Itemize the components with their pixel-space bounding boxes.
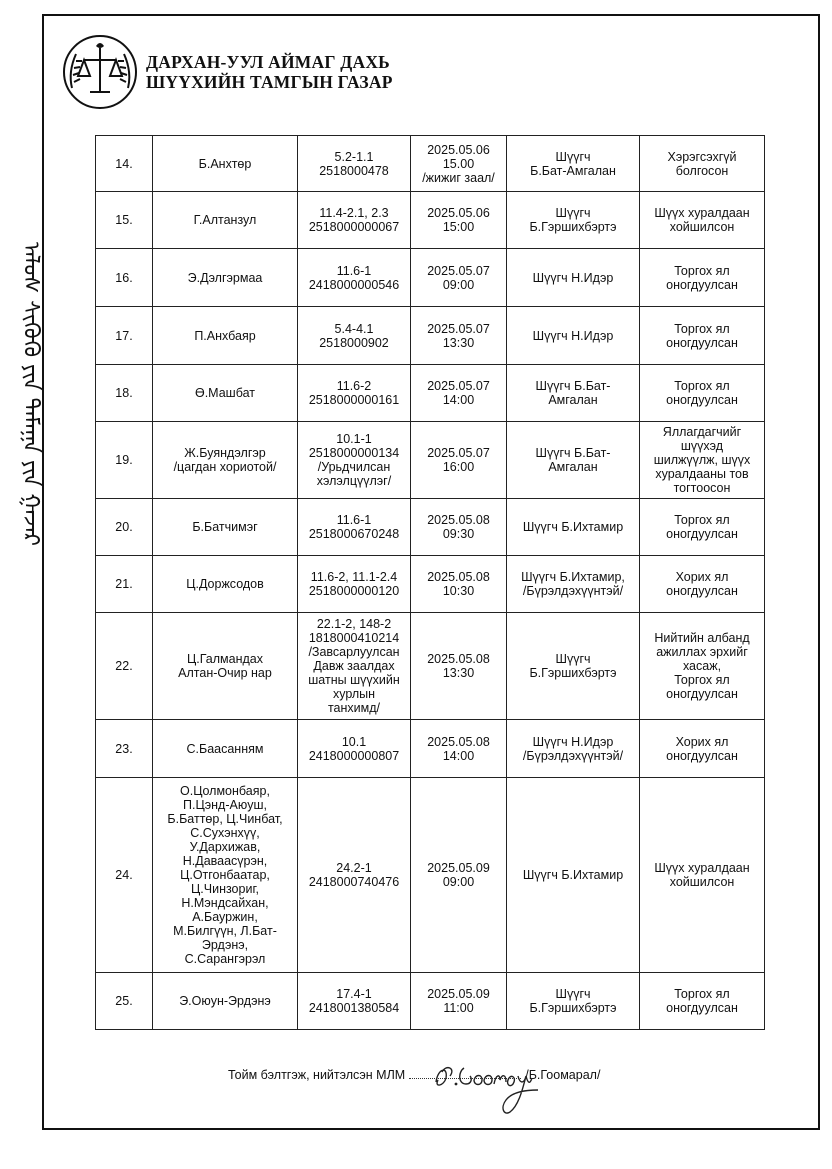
judge-name-cell [507,499,640,556]
case-number-line: 2518000478 [319,163,389,178]
defendant-name-cell [153,720,298,778]
judge-name-cell [507,136,640,192]
hearing-datetime-cell [411,613,507,720]
judge-name-line: Амгалан [548,393,598,407]
hearing-datetime-line: 14:00 [442,748,475,763]
row-number-cell [96,365,153,422]
defendant-name-line: Алтан-Очир нар [178,666,272,680]
hearing-result-cell [640,613,765,720]
case-number-line: хэлэлцүүлэг/ [316,474,392,488]
row-number-cell [96,307,153,365]
hearing-datetime-line: 15:00 [442,220,475,234]
hearing-datetime-line: 2025.05.08 [427,570,490,584]
judge-name-cell [507,973,640,1030]
hearing-result-line: шилжүүлж, шүүх [653,453,751,467]
hearing-result-line: оногдуулсан [666,527,738,541]
hearing-result-line: хуралдааны тов [655,467,749,481]
table-row [96,307,765,365]
hearing-datetime-cell [411,422,507,499]
defendant-name-line: Г.Алтанзул [193,213,257,227]
hearing-datetime-line: 09:00 [442,277,475,292]
defendant-name-line: /цагдан хориотой/ [173,460,277,474]
defendant-name-line: П.Анхбаяр [194,328,256,343]
defendant-name-line: У.Дархижав, [189,840,261,854]
hearing-result-line: Торгох ял [674,673,730,687]
case-number-line: /Урьдчилсан [317,460,391,474]
table-row [96,422,765,499]
hearing-datetime-line: 2025.05.07 [427,321,490,336]
judge-name-line: Шүүгч Б.Ихтамир [522,520,624,534]
hearing-datetime-cell [411,249,507,307]
hearing-datetime-line: 2025.05.06 [427,206,490,220]
defendant-name-line: О.Цолмонбаяр, [180,784,270,798]
judge-name-cell [507,192,640,249]
table-row [96,136,765,192]
case-number-cell [298,499,411,556]
row-number-line: 15. [115,213,133,227]
case-number-cell [298,720,411,778]
judge-name-cell [507,249,640,307]
hearing-datetime-line: 2025.05.07 [427,446,490,460]
defendant-name-line: Н.Даваасүрэн, [182,854,268,868]
judge-name-line: /Бүрэлдэхүүнтэй/ [522,584,624,598]
table-row [96,778,765,973]
row-number-cell [96,778,153,973]
row-number-cell [96,136,153,192]
hearing-datetime-line: 2025.05.09 [427,861,490,875]
case-number-cell [298,249,411,307]
case-number-line: 11.4-2.1, 2.3 [319,206,389,220]
case-number-cell [298,613,411,720]
hearing-datetime-line: 16:00 [442,460,475,474]
case-number-line: 24.2-1 [336,861,372,875]
defendant-name-cell [153,973,298,1030]
table-row [96,249,765,307]
case-number-line: 5.2-1.1 [334,149,374,164]
case-number-line: 2518000000120 [308,584,400,598]
defendant-name-line: Б.Баттөр, Ц.Чинбат, [167,812,283,826]
judge-name-line: Шүүгч Н.Идэр [532,734,614,749]
hearing-result-line: Торгох ял [674,379,730,393]
judge-name-line: Шүүгч [555,987,591,1001]
hearing-datetime-cell [411,136,507,192]
hearing-datetime-line: 13:30 [442,335,475,350]
defendant-name-cell [153,192,298,249]
defendant-name-line: Ц.Галмандах [187,652,263,666]
hearing-result-line: Торгох ял [674,513,730,527]
hearing-datetime-cell [411,720,507,778]
table-row [96,365,765,422]
case-number-line: 5.4-4.1 [334,321,374,336]
case-number-line: 2418000740476 [308,875,400,889]
hearing-datetime-cell [411,973,507,1030]
hearing-datetime-line: 2025.05.08 [427,513,490,527]
defendant-name-line: С.Сарангэрэл [184,952,266,966]
judge-name-line: Шүүгч [555,206,591,220]
case-number-cell [298,556,411,613]
case-number-line: 22.1-2, 148-2 [316,617,392,631]
table-row [96,192,765,249]
hearing-datetime-line: 09:30 [442,527,475,541]
handwritten-signature [426,1050,546,1116]
judge-name-cell [507,613,640,720]
judge-name-cell [507,307,640,365]
hearing-result-line: болгосон [675,163,729,178]
defendant-name-cell [153,365,298,422]
hearing-datetime-line: 2025.05.08 [427,652,490,666]
defendant-name-line: Э.Оюун-Эрдэнэ [179,994,271,1008]
judge-name-cell [507,556,640,613]
hearing-result-line: Хэрэгсэхгүй [667,149,737,164]
case-number-line: 11.6-1 [336,513,372,527]
case-number-line: 2518000000134 [308,446,400,460]
hearing-datetime-cell [411,556,507,613]
hearing-result-cell [640,720,765,778]
hearing-result-line: оногдуулсан [666,277,738,292]
case-number-line: 11.6-1 [336,263,372,278]
hearing-schedule-table [95,135,765,1030]
hearing-datetime-cell [411,365,507,422]
case-number-line: 2518000000067 [308,220,400,234]
case-number-line: 2418000000807 [308,748,400,763]
hearing-result-cell [640,973,765,1030]
table-row [96,613,765,720]
court-emblem-icon [62,34,138,110]
table-row [96,556,765,613]
judge-name-cell [507,778,640,973]
defendant-name-cell [153,556,298,613]
defendant-name-line: Н.Мэндсайхан, [181,896,269,910]
side-vertical-script [16,238,46,888]
defendant-name-line: Э.Дэлгэрмаа [187,270,263,285]
hearing-result-line: Хорих ял [675,570,729,584]
row-number-cell [96,720,153,778]
hearing-result-line: Торгох ял [674,321,730,336]
hearing-datetime-line: 2025.05.07 [427,379,490,393]
case-number-line: 2518000670248 [308,527,400,541]
defendant-name-line: М.Билгүүн, Л.Бат- [173,924,277,938]
hearing-datetime-cell [411,192,507,249]
defendant-name-line: Б.Батчимэг [192,520,258,534]
org-line-2: ШҮҮХИЙН ТАМГЫН ГАЗАР [146,72,393,92]
row-number-line: 25. [115,994,133,1008]
judge-name-line: Шүүгч Н.Идэр [532,270,614,285]
case-number-cell [298,192,411,249]
case-number-line: 2418001380584 [308,1001,400,1015]
judge-name-line: Шүүгч Б.Бат- [535,446,611,460]
hearing-result-cell [640,556,765,613]
hearing-result-line: Шүүх хуралдаан [654,206,750,220]
hearing-result-line: Яллагдагчийг [662,425,742,439]
hearing-result-line: Торгох ял [674,263,730,278]
case-number-cell [298,973,411,1030]
defendant-name-cell [153,422,298,499]
row-number-cell [96,613,153,720]
hearing-result-line: хасаж, [682,659,722,673]
case-number-line: 2518000000161 [308,393,400,407]
hearing-result-line: оногдуулсан [666,1001,738,1015]
defendant-name-cell [153,499,298,556]
hearing-result-line: хойшилсон [669,220,735,234]
row-number-line: 22. [115,659,133,673]
hearing-result-cell [640,778,765,973]
row-number-line: 17. [115,328,133,343]
hearing-result-line: Шүүх хуралдаан [654,861,750,875]
hearing-result-line: Нийтийн албанд [654,631,750,645]
hearing-datetime-line: 2025.05.08 [427,734,490,749]
defendant-name-line: Ц.Доржсодов [186,577,264,591]
case-number-line: 10.1 [341,734,367,749]
hearing-result-line: оногдуулсан [666,748,738,763]
case-number-cell [298,778,411,973]
hearing-result-line: оногдуулсан [666,393,738,407]
judge-name-cell [507,720,640,778]
case-number-cell [298,307,411,365]
row-number-cell [96,192,153,249]
case-number-line: хурлын [332,687,376,701]
hearing-result-line: хойшилсон [669,875,735,889]
defendant-name-line: Ө.Машбат [194,386,255,400]
defendant-name-line: С.Сухэнхүү, [190,826,260,840]
case-number-line: 2418000000546 [308,277,400,292]
defendant-name-line: Ц.Чинзориг, [191,882,259,896]
footer-prefix: Тойм бэлтгэж, нийтэлсэн МЛМ [228,1068,406,1082]
hearing-datetime-line: /жижиг заал/ [422,170,495,185]
footer-suffix: /Б.Гоомарал/ [525,1068,601,1082]
judge-name-line: Шүүгч Б.Ихтамир [522,868,624,882]
judge-name-cell [507,422,640,499]
row-number-line: 14. [115,156,133,171]
case-number-cell [298,136,411,192]
case-number-line: 11.6-2, 11.1-2.4 [310,570,398,584]
hearing-datetime-line: 2025.05.09 [427,987,490,1001]
row-number-line: 20. [115,520,133,534]
hearing-datetime-line: 2025.05.07 [427,263,490,278]
case-number-line: /Завсарлуулсан [308,645,400,659]
defendant-name-cell [153,307,298,365]
judge-name-line: /Бүрэлдэхүүнтэй/ [522,748,624,763]
judge-name-line: Б.Гэршихбэртэ [529,666,617,680]
row-number-cell [96,973,153,1030]
hearing-result-cell [640,307,765,365]
row-number-cell [96,422,153,499]
hearing-result-line: шүүхэд [680,439,724,453]
hearing-result-cell [640,249,765,307]
defendant-name-line: П.Цэнд-Аюуш, [183,798,267,812]
row-number-line: 19. [115,453,133,467]
table-row [96,499,765,556]
case-number-cell [298,365,411,422]
defendant-name-cell [153,778,298,973]
judge-name-line: Шүүгч [555,149,591,164]
judge-name-line: Б.Гэршихбэртэ [529,220,617,234]
case-number-line: 11.6-2 [336,379,372,393]
side-script-text: ᠠᠯᠤᠰ ᠰᠢᠭᠦᠬᠦ ᠶᠢᠨ ᠲᠠᠮᠠᠭᠠ ᠶᠢᠨ ᠭᠠᠵᠠᠷ [18,242,43,547]
defendant-name-cell [153,136,298,192]
hearing-datetime-line: 09:00 [442,875,475,889]
hearing-datetime-line: 15.00 [442,156,475,171]
defendant-name-cell [153,249,298,307]
hearing-result-line: Торгох ял [674,987,730,1001]
defendant-name-cell [153,613,298,720]
judge-name-cell [507,365,640,422]
row-number-cell [96,556,153,613]
row-number-line: 18. [115,386,133,400]
judge-name-line: Б.Гэршихбэртэ [529,1001,617,1015]
row-number-line: 23. [115,741,133,756]
row-number-line: 24. [115,868,133,882]
hearing-result-line: тогтоосон [673,481,731,495]
judge-name-line: Шүүгч [555,652,591,666]
judge-name-line: Амгалан [548,460,598,474]
case-number-line: 17.4-1 [336,987,372,1001]
hearing-datetime-line: 11:00 [443,1001,474,1015]
organization-title [146,52,393,92]
row-number-line: 21. [115,577,133,591]
hearing-result-line: ажиллах эрхийг [656,645,748,659]
case-number-line: 2518000902 [319,335,389,350]
defendant-name-line: Ж.Буяндэлгэр [184,446,266,460]
hearing-datetime-line: 14:00 [442,393,475,407]
judge-name-line: Шүүгч Н.Идэр [532,328,614,343]
hearing-datetime-line: 13:30 [442,666,475,680]
defendant-name-line: Ц.Отгонбаатар, [180,868,270,882]
table-row [96,720,765,778]
case-number-cell [298,422,411,499]
row-number-cell [96,499,153,556]
hearing-result-line: оногдуулсан [666,335,738,350]
table-row [96,973,765,1030]
defendant-name-line: А.Бауржин, [192,910,258,924]
case-number-line: танхимд/ [327,701,381,715]
defendant-name-line: С.Баасанням [186,741,264,756]
hearing-datetime-cell [411,778,507,973]
hearing-datetime-cell [411,307,507,365]
defendant-name-line: Б.Анхтөр [198,156,252,171]
hearing-datetime-cell [411,499,507,556]
hearing-result-line: оногдуулсан [666,584,738,598]
hearing-result-cell [640,136,765,192]
hearing-result-line: оногдуулсан [666,687,738,701]
judge-name-line: Шүүгч Б.Бат- [535,379,611,393]
case-number-line: 1818000410214 [308,631,400,645]
row-number-cell [96,249,153,307]
hearing-datetime-line: 2025.05.06 [427,142,490,157]
hearing-result-cell [640,422,765,499]
case-number-line: шатны шүүхийн [308,673,400,687]
defendant-name-line: Эрдэнэ, [201,938,249,952]
case-number-line: Давж заалдах [313,659,395,673]
hearing-result-cell [640,365,765,422]
row-number-line: 16. [115,270,133,285]
judge-name-line: Б.Бат-Амгалан [530,163,616,178]
judge-name-line: Шүүгч Б.Ихтамир, [521,570,625,584]
hearing-result-cell [640,192,765,249]
org-line-1: ДАРХАН-УУЛ АЙМАГ ДАХЬ [146,52,390,72]
hearing-result-line: Хорих ял [675,734,729,749]
hearing-result-cell [640,499,765,556]
hearing-datetime-line: 10:30 [442,584,475,598]
case-number-line: 10.1-1 [336,432,372,446]
